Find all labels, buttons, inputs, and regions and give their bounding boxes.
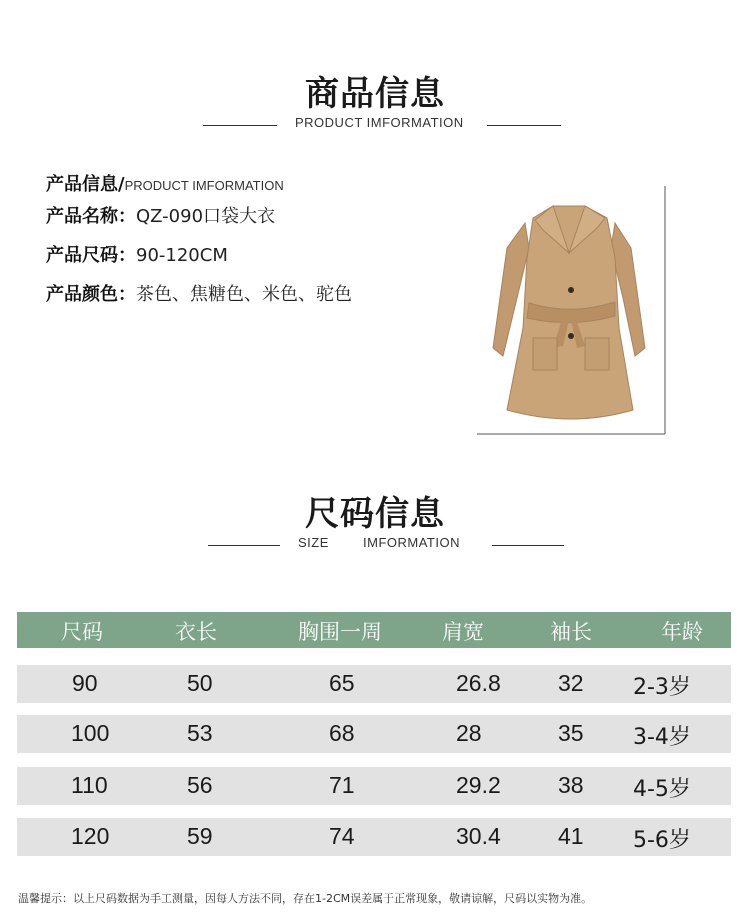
product-color-label: 产品颜色： [46,284,136,305]
cell-shoulder: 28 [456,720,482,746]
divider-line [208,545,280,546]
cell-size: 100 [71,720,110,746]
camel-coat-image [473,178,669,438]
col-header-shoulder: 肩宽 [442,620,484,644]
col-header-size: 尺码 [61,620,103,644]
cell-chest: 71 [329,772,355,798]
size-section-title: 尺码信息 [305,494,445,534]
cell-shoulder: 26.8 [456,670,501,696]
cell-chest: 65 [329,670,355,696]
col-header-length: 衣长 [175,620,217,644]
product-size-label: 产品尺码： [46,245,136,266]
product-info-heading [46,170,284,196]
table-row [17,767,731,805]
product-info-heading-label: 产品信息/ [46,174,125,195]
product-color-value: 茶色、焦糖色、米色、驼色 [136,284,352,305]
cell-length: 50 [187,670,213,696]
cell-size: 110 [71,772,108,798]
cell-shoulder: 30.4 [456,823,501,849]
table-row [17,715,731,753]
cell-age: 3-4岁 [633,725,691,750]
coat-illustration [473,178,669,438]
cell-size: 90 [72,670,98,696]
divider-line [492,545,564,546]
cell-shoulder: 29.2 [456,772,501,798]
size-section-subtitle-right: IMFORMATION [363,535,460,550]
col-header-age: 年龄 [661,620,703,644]
table-row [17,665,731,703]
cell-chest: 68 [329,720,355,746]
product-section-title: 商品信息 [305,74,445,114]
table-row [17,818,731,856]
cell-age: 5-6岁 [633,828,691,853]
size-section-subtitle-left: SIZE [298,535,329,550]
product-name-value: QZ-090口袋大衣 [136,206,276,227]
cell-size: 120 [71,823,110,849]
product-section-subtitle: PRODUCT IMFORMATION [295,115,464,130]
cell-sleeve: 35 [558,720,584,746]
cell-age: 4-5岁 [633,777,691,802]
measurement-note: 温馨提示：以上尺码数据为手工测量，因每人方法不同，存在1-2CM误差属于正常现象，敬请谅解，尺码以实物为准。 [18,892,593,905]
divider-line [487,125,561,126]
size-table-header [17,612,731,648]
product-section-subtitle-row [0,115,750,135]
col-header-sleeve: 袖长 [550,620,592,644]
product-name-row [46,202,275,228]
cell-sleeve: 32 [558,670,584,696]
product-size-row [46,241,228,267]
cell-sleeve: 38 [558,772,584,798]
size-section-subtitle-row [0,535,750,555]
cell-sleeve: 41 [558,823,584,849]
cell-length: 59 [187,823,213,849]
product-info-heading-sub: PRODUCT IMFORMATION [124,178,284,193]
product-size-value: 90-120CM [136,245,228,266]
cell-length: 53 [187,720,213,746]
col-header-chest: 胸围一周 [298,620,382,644]
cell-length: 56 [187,772,213,798]
cell-age: 2-3岁 [633,675,691,700]
divider-line [203,125,277,126]
product-color-row [46,280,352,306]
cell-chest: 74 [329,823,355,849]
product-name-label: 产品名称： [46,206,136,227]
